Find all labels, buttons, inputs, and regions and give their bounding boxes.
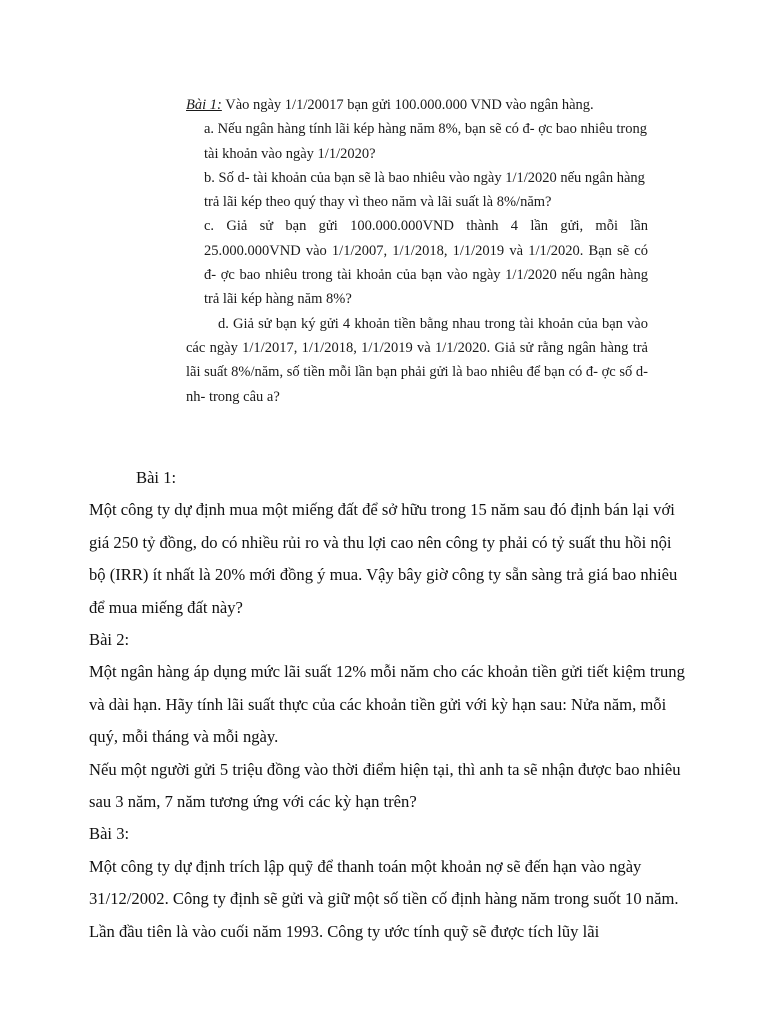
exercise-3-title: Bài 3: bbox=[89, 824, 130, 844]
excerpt-intro: Vào ngày 1/1/20017 bạn gửi 100.000.000 VND vào ngân hàng. bbox=[225, 97, 594, 113]
excerpt-question-c: c. Giả sử bạn gửi 100.000.000VND thành 4 lần gửi, mỗi lần 25.000.000VND vào 1/1/2007, 1/1/2018, 1/1/2019 và 1/1/2020. Bạn sẽ có đ- ợc bao nhiêu trong tài khoản của bạn vào ngày 1/1/2020 nếu ngân hàng trả lãi kép hàng năm 8%? bbox=[204, 218, 648, 308]
exercise-1-text: Một công ty dự định mua một miếng đất để sở hữu trong 15 năm sau đó định bán lại với giá 250 tỷ đồng, do có nhiều rủi ro và thu lợi cao nên công ty phải có tỷ suất thu hồi nội bộ (IRR) ít nhất là 20% mới đồng ý mua. Vậy bây giờ công ty sẵn sàng trả giá bao nhiêu để mua miếng đất này? bbox=[89, 500, 678, 617]
excerpt-question-a: a. Nếu ngân hàng tính lãi kép hàng năm 8%, bạn sẽ có đ- ợc bao nhiêu trong tài khoản vào ngày 1/1/2020? bbox=[204, 121, 647, 162]
excerpt-question-b: b. Số d- tài khoản của bạn sẽ là bao nhiêu vào ngày 1/1/2020 nếu ngân hàng trả lãi kép theo quý thay vì theo năm và lãi suất là 8%/năm? bbox=[204, 169, 645, 211]
excerpt-label: Bài 1: bbox=[186, 97, 222, 113]
excerpt-heading bbox=[186, 93, 648, 117]
document-body bbox=[89, 462, 689, 948]
exercise-2-text: Một ngân hàng áp dụng mức lãi suất 12% mỗi năm cho các khoản tiền gửi tiết kiệm trung và dài hạn. Hãy tính lãi suất thực của các khoản tiền gửi với kỳ hạn sau: Nửa năm, mỗi quý, mỗi tháng và mỗi ngày. bbox=[89, 662, 685, 747]
exercise-1-title: Bài 1: bbox=[136, 468, 177, 487]
exercise-2-title: Bài 2: bbox=[89, 630, 130, 650]
exercise-2-followup: Nếu một người gửi 5 triệu đồng vào thời điểm hiện tại, thì anh ta sẽ nhận được bao nhiêu sau 3 năm, 7 năm tương ứng với các kỳ hạn trên? bbox=[89, 759, 681, 812]
embedded-exercise-excerpt bbox=[186, 93, 648, 409]
exercise-3-text: Một công ty dự định trích lập quỹ để thanh toán một khoản nợ sẽ đến hạn vào ngày 31/12/2002. Công ty định sẽ gửi và giữ một số tiền cố định hàng năm trong suốt 10 năm. Lần đầu tiên là vào cuối năm 1993. Công ty ước tính quỹ sẽ được tích lũy lãi bbox=[89, 856, 679, 941]
excerpt-question-d: d. Giả sử bạn ký gửi 4 khoản tiền bằng nhau trong tài khoản của bạn vào các ngày 1/1/2017, 1/1/2018, 1/1/2019 và 1/1/2020. Giả sử rằng ngân hàng trả lãi suất 8%/năm, số tiền mỗi lần bạn phải gửi là bao nhiêu để bạn có đ- ợc số d- nh- trong câu a? bbox=[186, 315, 648, 405]
